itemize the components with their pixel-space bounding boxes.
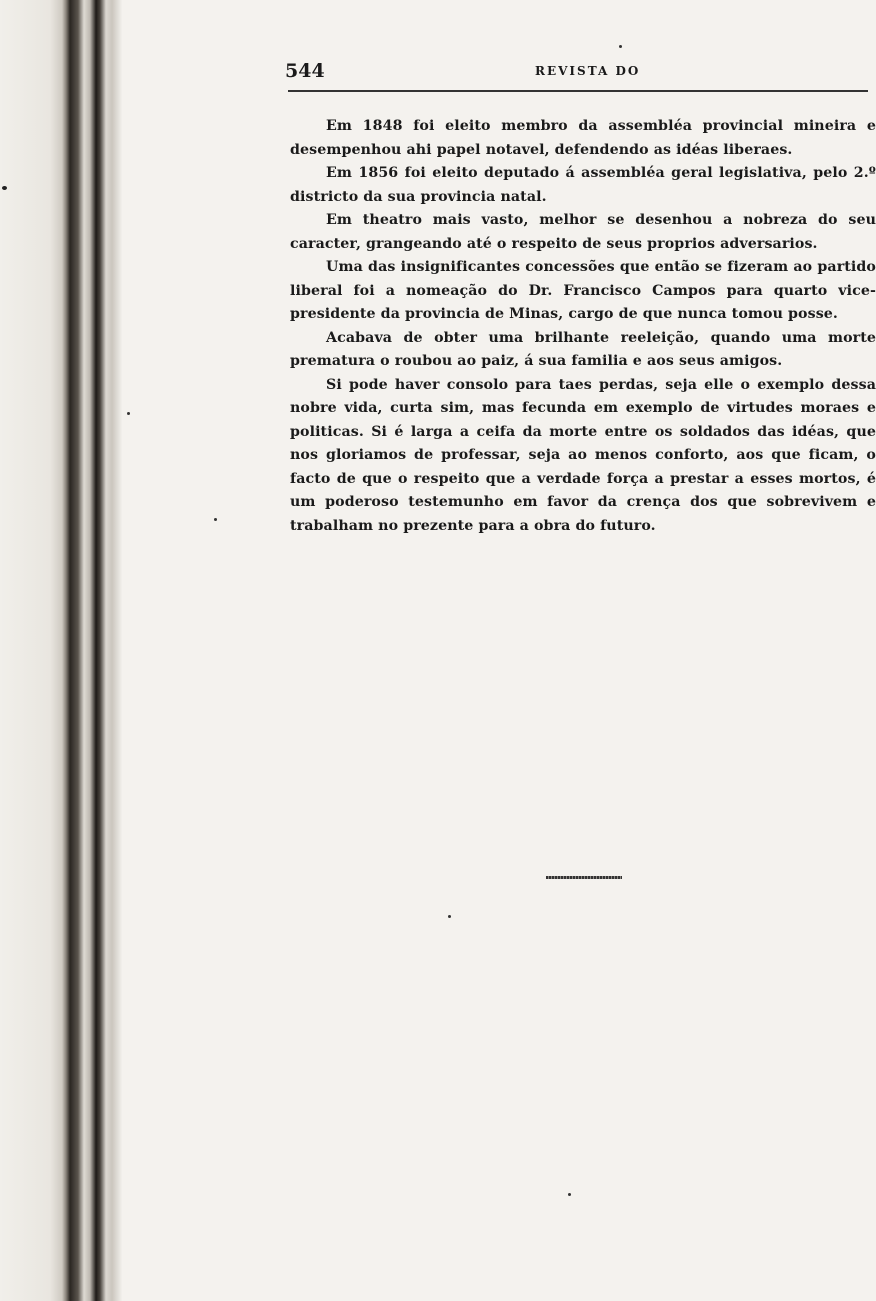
header-rule: [288, 90, 868, 92]
paragraph: Uma das insignificantes concessões que então se fizeram ao partido liberal foi a nomeação do Dr. Francisco Campos para quarto vice-presidente da provincia de Minas, cargo de que nunca tomou posse.: [290, 259, 876, 322]
paragraph: Em 1856 foi eleito deputado á assembléa geral legislativa, pelo 2.º districto da sua provincia natal.: [290, 165, 876, 205]
paragraph: Si pode haver consolo para taes perdas, seja elle o exemplo dessa nobre vida, curta sim, mas fecunda em exemplo de virtudes moraes e politicas. Si é larga a ceifa da morte entre os soldados das idéas, que nos gloriamos de professar, seja ao menos conforto, aos que ficam, o facto de que o respeito que a verdade força a prestar a esses mortos, é um poderoso testemunho em favor da crença dos que sobrevivem e trabalham no prezente para a obra do futuro.: [290, 376, 876, 534]
page-speck: [619, 45, 622, 48]
page-speck: [448, 915, 451, 918]
page-header: [285, 60, 868, 88]
page-number: 544: [285, 60, 325, 82]
page-speck: [568, 1193, 571, 1196]
article-body: [290, 115, 876, 538]
paragraph: Em 1848 foi eleito membro da assembléa provincial mineira e desempenhou ahi papel notavel, defendendo as idéas liberaes.: [290, 118, 876, 158]
book-binding-gutter: [0, 0, 122, 1301]
page-speck: [127, 412, 130, 415]
paragraph: Acabava de obter uma brilhante reeleição, quando uma morte prematura o roubou ao paiz, á sua familia e aos seus amigos.: [290, 329, 876, 369]
end-of-article-rule: [546, 876, 622, 879]
running-head: REVISTA DO: [535, 64, 641, 78]
page-speck: [2, 186, 7, 190]
paragraph: Em theatro mais vasto, melhor se desenhou a nobreza do seu caracter, grangeando até o respeito de seus proprios adversarios.: [290, 212, 876, 252]
page-speck: [214, 518, 217, 521]
